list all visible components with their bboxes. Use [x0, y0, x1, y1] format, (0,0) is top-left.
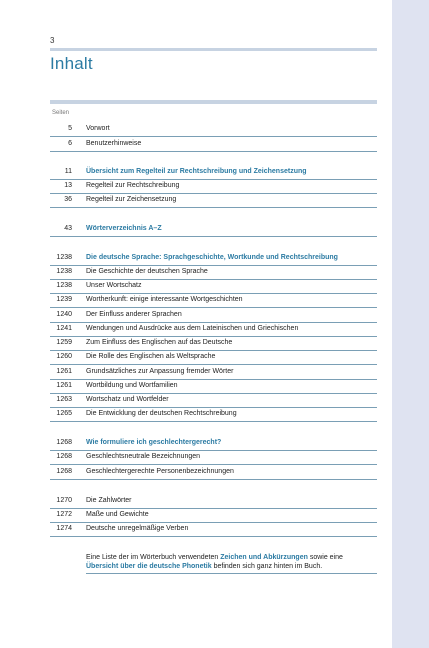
pages-column-label: Seiten	[52, 110, 70, 116]
toc-entry-title: Vorwort	[86, 125, 110, 132]
header-divider	[50, 100, 377, 104]
toc-entry	[50, 193, 377, 208]
toc-entry	[50, 122, 377, 137]
toc-entry	[50, 365, 377, 380]
toc-page-number: 11	[64, 168, 72, 175]
toc-entry	[50, 251, 377, 266]
toc-entry	[50, 465, 377, 480]
toc-page-number: 5	[68, 125, 72, 132]
toc-page-number: 1261	[56, 368, 72, 375]
toc-entry	[50, 179, 377, 194]
toc-page-number: 1241	[56, 325, 72, 332]
toc-entry	[50, 522, 377, 537]
toc-entry-title: Regelteil zur Rechtschreibung	[86, 182, 180, 189]
toc-page-number: 36	[64, 196, 72, 203]
toc-entry-title: Wortbildung und Wortfamilien	[86, 382, 178, 389]
toc-entry	[50, 407, 377, 422]
toc-page-number: 1238	[56, 268, 72, 275]
toc-entry-title: Geschlechtergerechte Personenbezeichnungen	[86, 468, 234, 475]
toc-entry-title: Unser Wortschatz	[86, 282, 142, 289]
toc-entry-title: Deutsche unregelmäßige Verben	[86, 525, 189, 532]
footnote-divider	[86, 573, 377, 574]
toc-page-number: 1239	[56, 296, 72, 303]
footnote-link-abbreviations: Zeichen und Abkürzungen	[220, 554, 308, 561]
toc-entry-title: Die Geschichte der deutschen Sprache	[86, 268, 208, 275]
top-divider	[50, 48, 377, 51]
footnote	[86, 553, 377, 571]
toc-entry	[50, 336, 377, 351]
toc-section-heading: Übersicht zum Regelteil zur Rechtschreibung und Zeichensetzung	[86, 168, 307, 175]
toc-entry	[50, 308, 377, 323]
toc-entry-title: Die Zahlwörter	[86, 497, 132, 504]
toc-page-number: 1265	[56, 410, 72, 417]
toc-entry-title: Die Rolle des Englischen als Weltsprache	[86, 353, 216, 360]
toc-page-number: 6	[68, 140, 72, 147]
toc-page-number: 1270	[56, 497, 72, 504]
toc-page-number: 1268	[56, 439, 72, 446]
toc-entry-title: Benutzerhinweise	[86, 140, 142, 147]
toc-section-heading: Wörterverzeichnis A–Z	[86, 225, 162, 232]
page-number: 3	[50, 36, 55, 45]
toc-page-number: 1268	[56, 468, 72, 475]
side-tab-strip	[392, 0, 429, 648]
toc-entry	[50, 265, 377, 280]
toc-section-heading: Die deutsche Sprache: Sprachgeschichte, Wortkunde und Rechtschreibung	[86, 254, 338, 261]
footnote-text: sowie eine	[307, 554, 343, 561]
toc-page-number: 1274	[56, 525, 72, 532]
toc-page-number: 1259	[56, 339, 72, 346]
toc-entry-title: Maße und Gewichte	[86, 511, 149, 518]
toc-entry-title: Der Einfluss anderer Sprachen	[86, 311, 182, 318]
toc-entry	[50, 494, 377, 509]
toc-page-number: 1261	[56, 382, 72, 389]
toc-entry-title: Zum Einfluss des Englischen auf das Deutsche	[86, 339, 233, 346]
toc-entry-title: Geschlechtsneutrale Bezeichnungen	[86, 453, 201, 460]
footnote-text: Eine Liste der im Wörterbuch verwendeten	[86, 554, 221, 561]
toc-page-number: 1263	[56, 396, 72, 403]
toc-entry	[50, 450, 377, 465]
footnote-link-phonetics: Übersicht über die deutsche Phonetik	[86, 563, 212, 570]
toc-entry-title: Grundsätzliches zur Anpassung fremder Wörter	[86, 368, 234, 375]
toc-page-number: 1238	[56, 282, 72, 289]
toc-page-number: 1238	[56, 254, 72, 261]
toc-page-number: 1268	[56, 453, 72, 460]
toc-page-number: 1260	[56, 353, 72, 360]
toc-entry	[50, 279, 377, 294]
toc-entry	[50, 222, 377, 237]
toc-entry	[50, 350, 377, 365]
toc-entry-title: Die Entwicklung der deutschen Rechtschreibung	[86, 410, 237, 417]
toc-page-number: 13	[64, 182, 72, 189]
toc-entry-title: Wortschatz und Wortfelder	[86, 396, 169, 403]
toc-entry	[50, 393, 377, 408]
footnote-text: befinden sich ganz hinten im Buch.	[211, 563, 323, 570]
toc-entry	[50, 137, 377, 152]
toc-page-number: 43	[64, 225, 72, 232]
toc-entry	[50, 508, 377, 523]
toc-entry	[50, 436, 377, 451]
toc-entry	[50, 165, 377, 180]
toc-entry	[50, 322, 377, 337]
toc-entry-title: Regelteil zur Zeichensetzung	[86, 196, 177, 203]
toc-page-number: 1240	[56, 311, 72, 318]
toc-section-heading: Wie formuliere ich geschlechtergerecht?	[86, 439, 222, 446]
toc-page-number: 1272	[56, 511, 72, 518]
toc-entry-title: Wortherkunft: einige interessante Wortgeschichten	[86, 296, 243, 303]
toc-entry-title: Wendungen und Ausdrücke aus dem Lateinischen und Griechischen	[86, 325, 299, 332]
page-title: Inhalt	[50, 54, 93, 73]
toc-entry	[50, 293, 377, 308]
toc-entry	[50, 379, 377, 394]
